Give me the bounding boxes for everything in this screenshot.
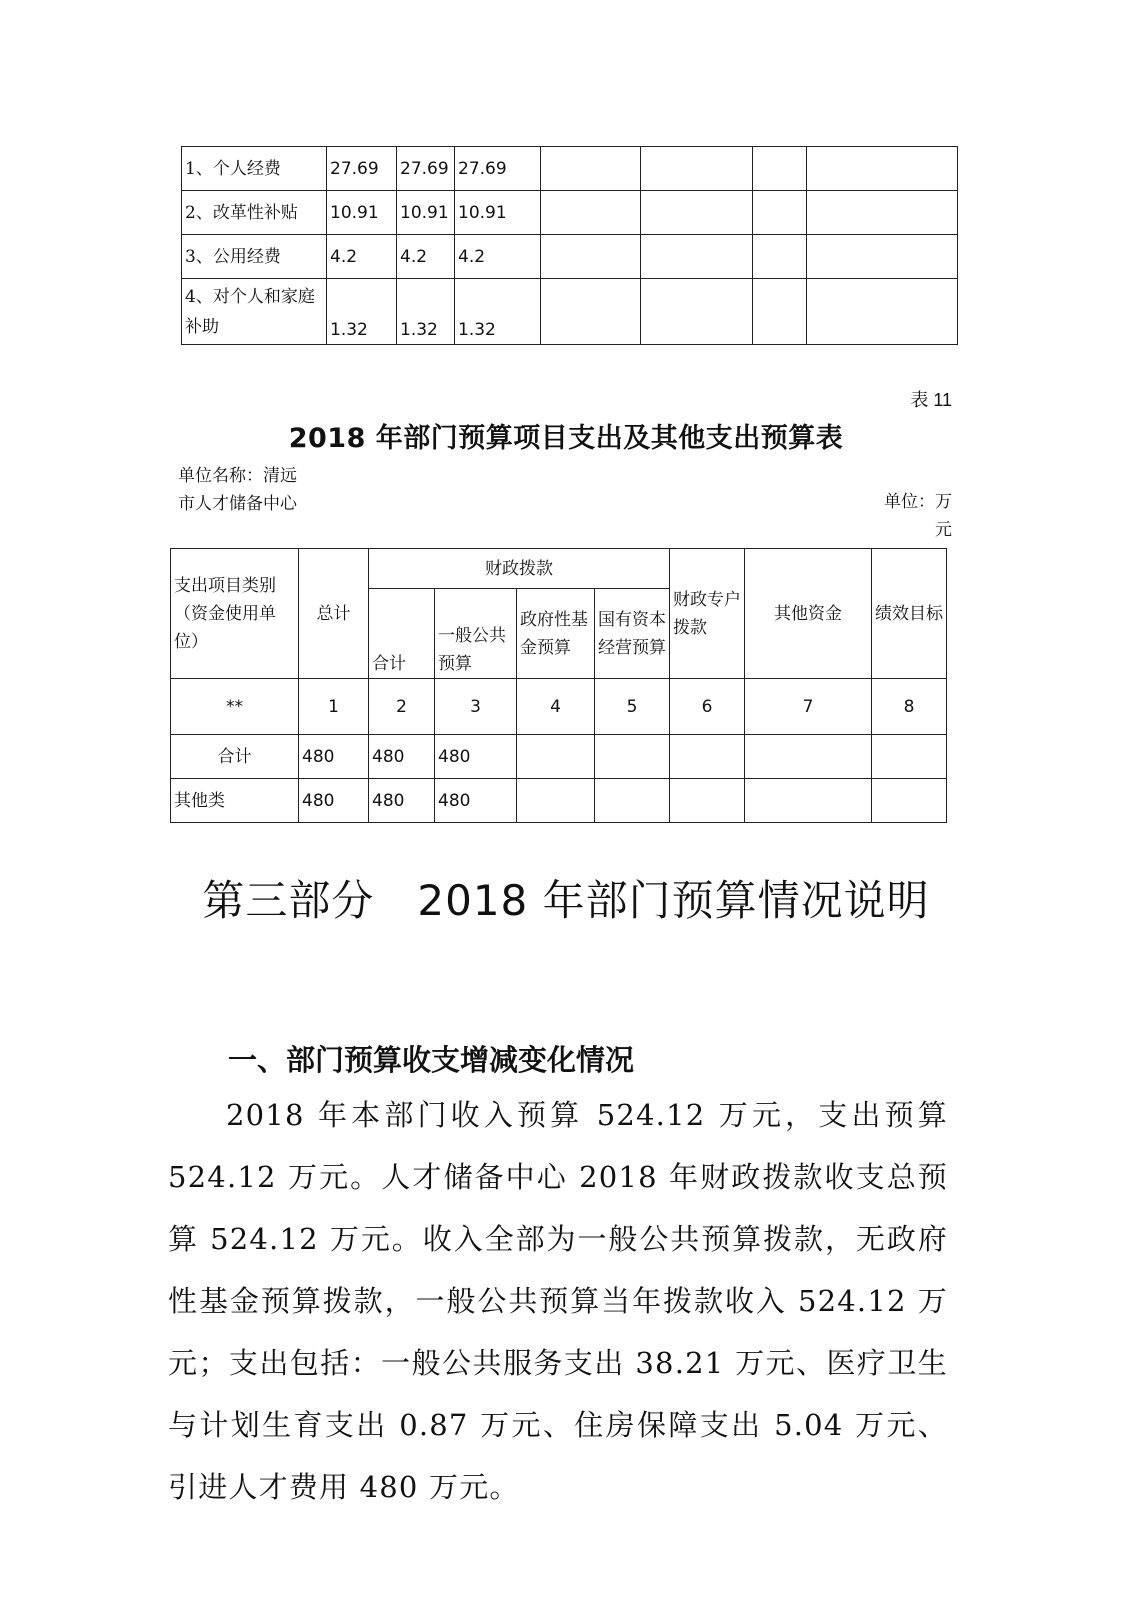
cell-value: 10.91 bbox=[327, 191, 397, 235]
header-state-capital: 国有资本经营预算 bbox=[595, 589, 670, 679]
project-expenditure-table bbox=[170, 548, 947, 823]
cell-value: 10.91 bbox=[455, 191, 541, 235]
cell-general: 480 bbox=[435, 779, 517, 823]
row-label: 3、公用经费 bbox=[182, 235, 327, 279]
cell-value: 4.2 bbox=[397, 235, 455, 279]
cell-total: 480 bbox=[299, 779, 369, 823]
header-subtotal: 合计 bbox=[369, 589, 435, 679]
cell-value: 1.32 bbox=[327, 279, 397, 345]
table-row bbox=[182, 191, 958, 235]
index-row: ** 1 2 3 4 5 6 7 8 bbox=[171, 679, 947, 735]
row-label: 合计 bbox=[171, 735, 299, 779]
cell-value: 27.69 bbox=[455, 147, 541, 191]
header-category: 支出项目类别（资金使用单位） bbox=[171, 549, 299, 679]
table-row bbox=[182, 147, 958, 191]
header-performance: 绩效目标 bbox=[872, 549, 947, 679]
header-total: 总计 bbox=[299, 549, 369, 679]
body-paragraph: 2018 年本部门收入预算 524.12 万元，支出预算 524.12 万元。人才储备中心 2018 年财政拨款收支总预算 524.12 万元。收入全部为一般公共预算拨款，无政府性基金预算拨款，一般公共预算当年拨款收入 524.12 万元；支出包括：一般公共服务支出 38.21 万元、医疗卫生与计划生育支出 0.87 万元、住房保障支出 5.04 万元、引进人才费用 480 万元。 bbox=[168, 1098, 948, 1504]
cell-value: 4.2 bbox=[455, 235, 541, 279]
cell-value: 4.2 bbox=[327, 235, 397, 279]
header-general-budget: 一般公共预算 bbox=[435, 589, 517, 679]
row-label: 4、对个人和家庭补助 bbox=[182, 279, 327, 345]
table-row bbox=[171, 735, 947, 779]
budget-continuation-table bbox=[181, 146, 958, 345]
row-label: 1、个人经费 bbox=[182, 147, 327, 191]
section-heading: 一、部门预算收支增减变化情况 bbox=[228, 1043, 635, 1077]
table-title: 2018 年部门预算项目支出及其他支出预算表 bbox=[288, 423, 844, 454]
table-row bbox=[171, 779, 947, 823]
part-title: 第三部分 2018 年部门预算情况说明 bbox=[202, 876, 930, 925]
row-label: 2、改革性补贴 bbox=[182, 191, 327, 235]
cell-value: 10.91 bbox=[397, 191, 455, 235]
cell-value: 27.69 bbox=[397, 147, 455, 191]
table-row bbox=[182, 279, 958, 345]
cell-general: 480 bbox=[435, 735, 517, 779]
cell-subtotal: 480 bbox=[369, 735, 435, 779]
header-other-funds: 其他资金 bbox=[745, 549, 872, 679]
cell-value: 1.32 bbox=[455, 279, 541, 345]
cell-subtotal: 480 bbox=[369, 779, 435, 823]
table-row bbox=[182, 235, 958, 279]
header-gov-fund: 政府性基金预算 bbox=[517, 589, 595, 679]
unit-label: 单位：万元 bbox=[884, 492, 952, 540]
row-label: 其他类 bbox=[171, 779, 299, 823]
table-number: 表 11 bbox=[910, 390, 952, 410]
unit-name: 单位名称：清远市人才储备中心 bbox=[178, 466, 297, 514]
cell-value: 27.69 bbox=[327, 147, 397, 191]
header-special-account: 财政专户拨款 bbox=[670, 549, 745, 679]
cell-value: 1.32 bbox=[397, 279, 455, 345]
cell-total: 480 bbox=[299, 735, 369, 779]
header-fiscal: 财政拨款 bbox=[369, 549, 670, 589]
